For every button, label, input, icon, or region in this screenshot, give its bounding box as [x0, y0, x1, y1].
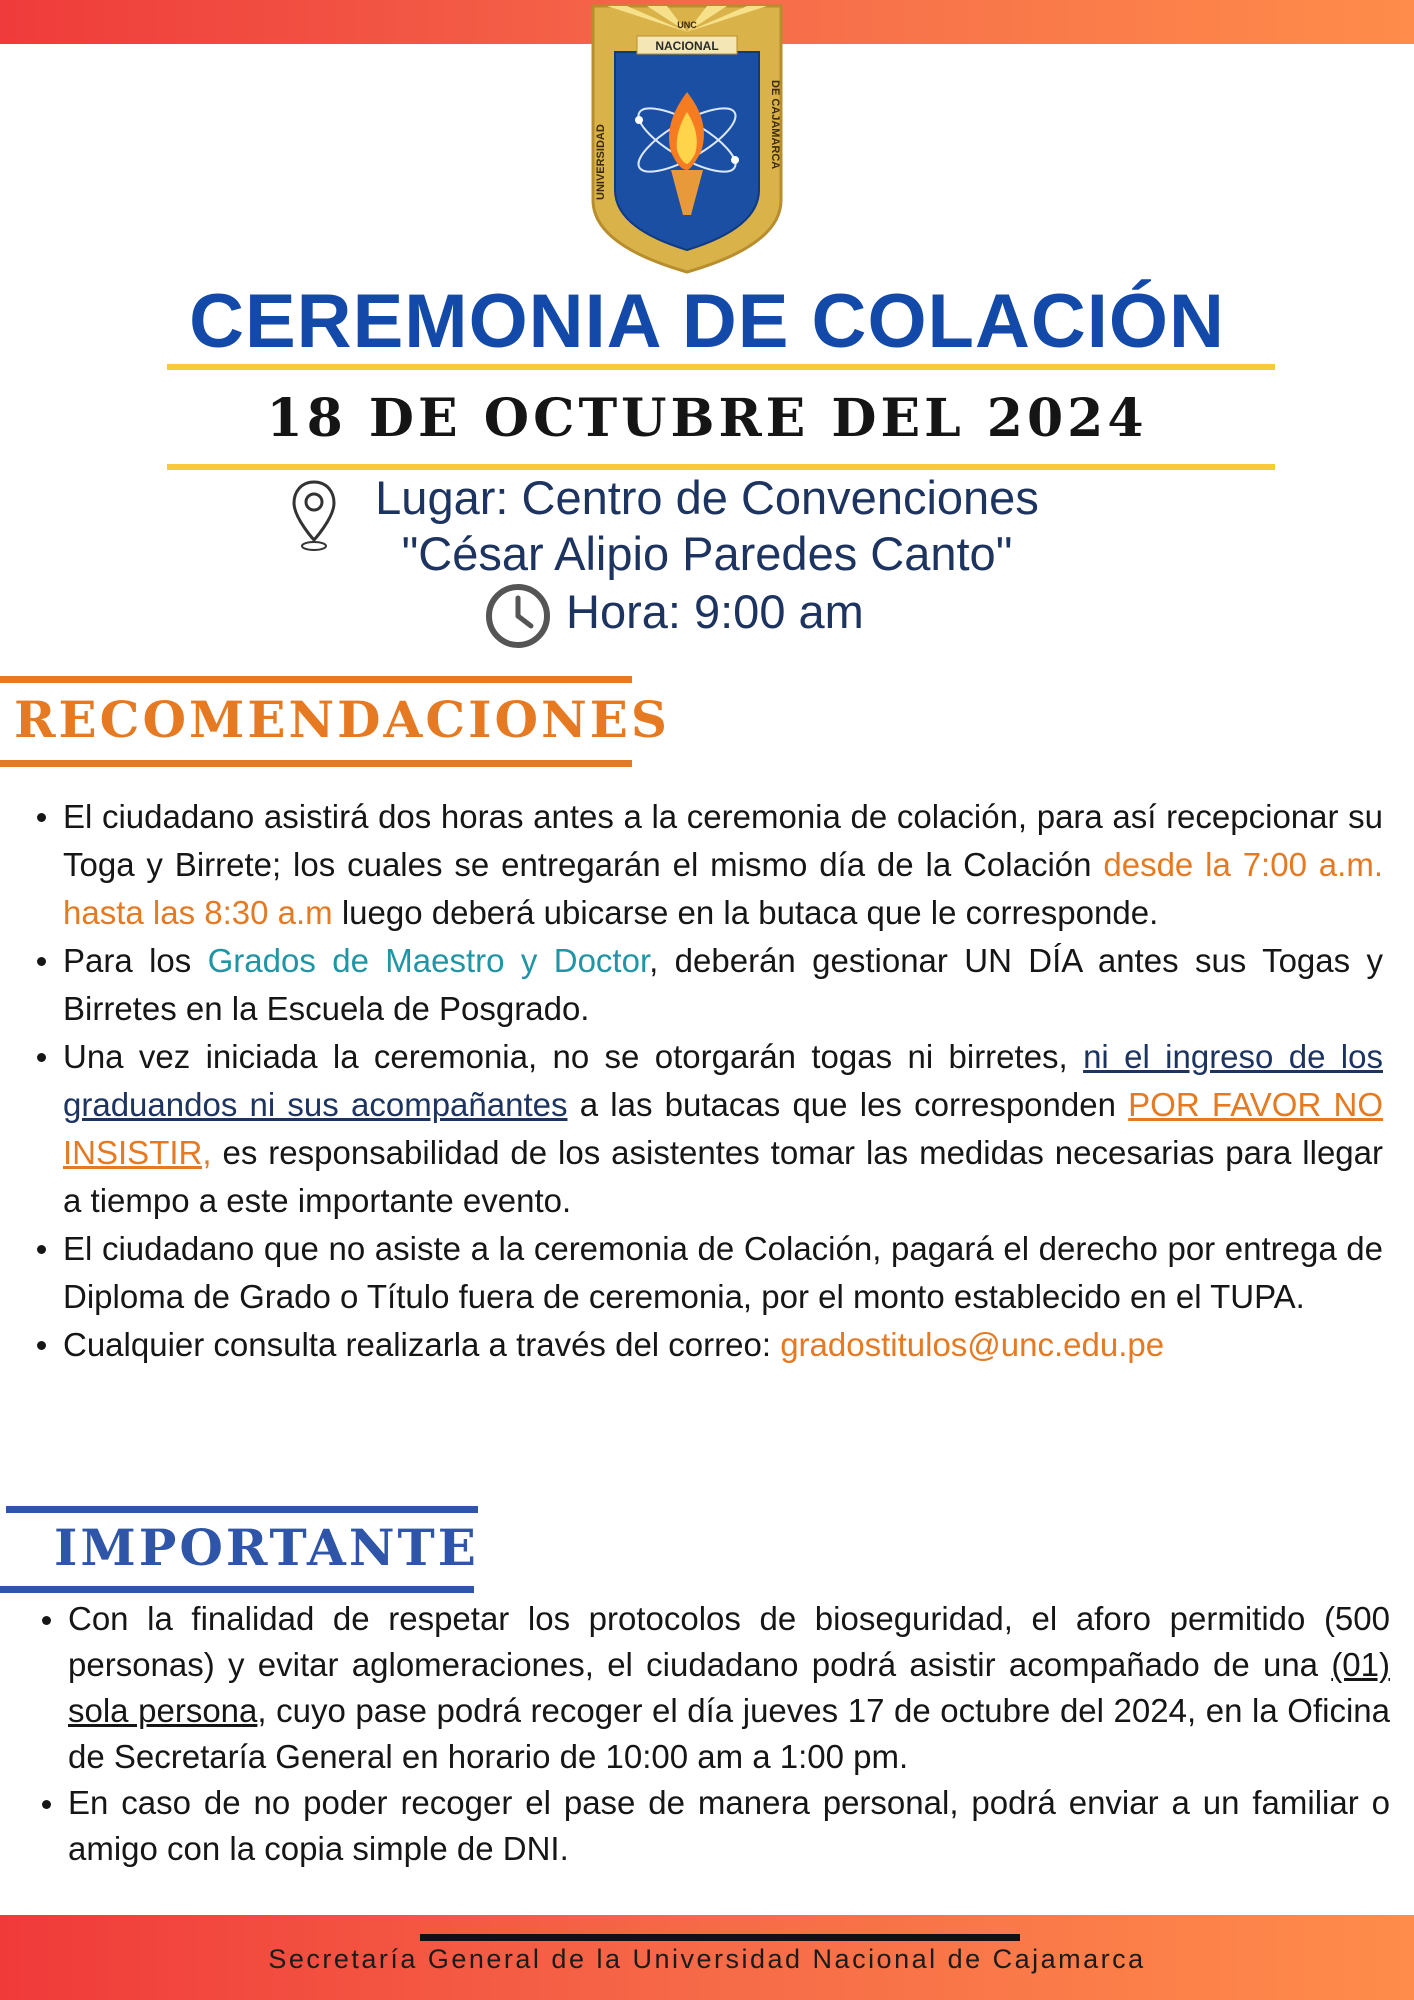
svg-text:DE CAJAMARCA: DE CAJAMARCA [769, 80, 781, 170]
recomendaciones-line-bottom [0, 760, 632, 767]
venue-line-2: "César Alipio Paredes Canto" [401, 527, 1013, 580]
venue-line-1: Lugar: Centro de Convenciones [375, 471, 1039, 524]
contact-email-link[interactable]: gradostitulos@unc.edu.pe [780, 1326, 1165, 1363]
title-divider-top [167, 364, 1275, 370]
svg-text:NACIONAL: NACIONAL [655, 39, 719, 53]
list-item: Cualquier consulta realizarla a través del correo: gradostitulos@unc.edu.pe [63, 1321, 1383, 1369]
footer-text: Secretaría General de la Universidad Nacional de Cajamarca [268, 1944, 1146, 1974]
importante-line-top [6, 1506, 478, 1513]
list-item: Para los Grados de Maestro y Doctor, deberán gestionar UN DÍA antes sus Togas y Birretes en la Escuela de Posgrado. [63, 937, 1383, 1033]
page-title: CEREMONIA DE COLACIÓN [189, 279, 1225, 364]
recomendaciones-list [63, 793, 1383, 1369]
list-item: Con la finalidad de respetar los protocolos de bioseguridad, el aforo permitido (500 personas) y evitar aglomeraciones, el ciudadano podrá asistir acompañado de una (01) sola persona, cuyo pase podrá recoger el día jueves 17 de octubre del 2024, en la Oficina de Secretaría General en horario de 10:00 am a 1:00 pm. [68, 1596, 1390, 1780]
university-shield-logo [587, 0, 787, 275]
event-time: Hora: 9:00 am [566, 585, 864, 638]
importante-list [68, 1596, 1390, 1872]
footer-divider [420, 1934, 1020, 1941]
list-item: Una vez iniciada la ceremonia, no se otorgarán togas ni birretes, ni el ingreso de los graduandos ni sus acompañantes a las butacas que les corresponden POR FAVOR NO INSISTIR, es responsabilidad de los asistentes tomar las medidas necesarias para llegar a tiempo a este importante evento. [63, 1033, 1383, 1225]
event-date: 18 DE OCTUBRE DEL 2024 [266, 388, 1148, 449]
importante-line-bottom [0, 1586, 474, 1593]
recomendaciones-line-top [0, 676, 632, 683]
importante-heading: IMPORTANTE [54, 1518, 479, 1577]
svg-text:UNIVERSIDAD: UNIVERSIDAD [595, 124, 607, 200]
list-item: En caso de no poder recoger el pase de manera personal, podrá enviar a un familiar o amigo con la copia simple de DNI. [68, 1780, 1390, 1872]
svg-text:UNC: UNC [677, 20, 697, 30]
recomendaciones-heading: RECOMENDACIONES [14, 690, 670, 749]
clock-icon [484, 582, 552, 650]
list-item: El ciudadano que no asiste a la ceremonia de Colación, pagará el derecho por entrega de Diploma de Grado o Título fuera de ceremonia, por el monto establecido en el TUPA. [63, 1225, 1383, 1321]
list-item: El ciudadano asistirá dos horas antes a la ceremonia de colación, para así recepcionar su Toga y Birrete; los cuales se entregarán el mismo día de la Colación desde la 7:00 a.m. hasta las 8:30 a.m luego deberá ubicarse en la butaca que le corresponde. [63, 793, 1383, 937]
